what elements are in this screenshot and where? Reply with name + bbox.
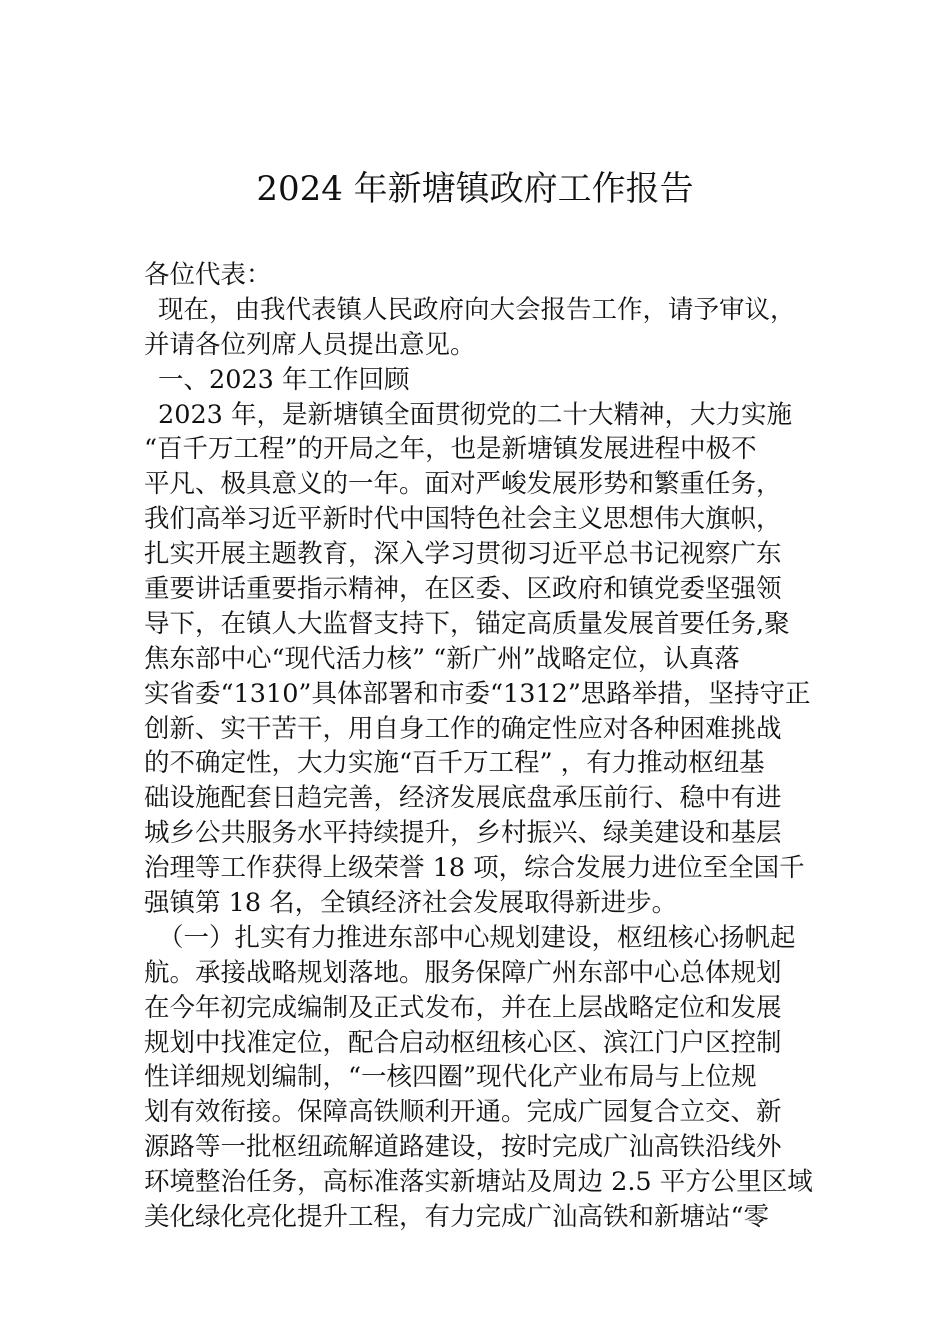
paragraph-line: 源路等一批枢纽疏解道路建设，按时完成广汕高铁沿线外 bbox=[144, 1132, 782, 1163]
paragraph-line: 的不确定性，大力实施“百千万工程” ，有力推动枢纽基 bbox=[144, 748, 765, 779]
paragraph-line: 现在，由我代表镇人民政府向大会报告工作，请予审议， bbox=[158, 294, 796, 325]
paragraph-line: 导下，在镇人大监督支持下，锚定高质量发展首要任务,聚 bbox=[144, 608, 790, 639]
paragraph-line: 城乡公共服务水平持续提升，乡村振兴、绿美建设和基层 bbox=[144, 818, 782, 849]
paragraph-line: 创新、实干苦干，用自身工作的确定性应对各种困难挑战 bbox=[144, 713, 782, 744]
paragraph-line: 实省委“1310”具体部署和市委“1312”思路举措，坚持守正 bbox=[144, 678, 811, 709]
paragraph-line: 扎实开展主题教育，深入学习贯彻习近平总书记视察广东 bbox=[144, 539, 782, 570]
paragraph-line: 强镇第 18 名，全镇经济社会发展取得新进步。 bbox=[144, 888, 678, 919]
paragraph-line: 航。承接战略规划落地。服务保障广州东部中心总体规划 bbox=[144, 957, 782, 988]
paragraph-line: 环境整治任务，高标准落实新塘站及周边 2.5 平方公里区域 bbox=[144, 1167, 813, 1198]
paragraph-line: 2023 年，是新塘镇全面贯彻党的二十大精神，大力实施 bbox=[158, 399, 793, 430]
salutation-line: 各位代表： bbox=[144, 260, 272, 290]
paragraph-line: “百千万工程”的开局之年，也是新塘镇发展进程中极不 bbox=[144, 434, 757, 465]
paragraph-line: 划有效衔接。保障高铁顺利开通。完成广园复合立交、新 bbox=[144, 1097, 782, 1128]
document-body bbox=[144, 258, 813, 1235]
section-heading: 一、2023 年工作回顾 bbox=[158, 364, 410, 395]
paragraph-line: 治理等工作获得上级荣誉 18 项，综合发展力进位至全国千 bbox=[144, 853, 805, 884]
paragraph-line: 我们高举习近平新时代中国特色社会主义思想伟大旗帜， bbox=[144, 504, 782, 535]
paragraph-line: 美化绿化亮化提升工程，有力完成广汕高铁和新塘站“零 bbox=[144, 1202, 770, 1233]
paragraph-line: 在今年初完成编制及正式发布，并在上层战略定位和发展 bbox=[144, 992, 782, 1023]
paragraph-line: 重要讲话重要指示精神，在区委、区政府和镇党委坚强领 bbox=[144, 574, 782, 605]
paragraph-line: 并请各位列席人员提出意见。 bbox=[144, 329, 476, 360]
paragraph-line: 规划中找准定位，配合启动枢纽核心区、滨江门户区控制 bbox=[144, 1027, 782, 1058]
paragraph-line: 平凡、极具意义的一年。面对严峻发展形势和繁重任务， bbox=[144, 469, 782, 500]
paragraph-line: （一）扎实有力推进东部中心规划建设，枢纽核心扬帆起 bbox=[158, 922, 796, 953]
paragraph-line: 础设施配套日趋完善，经济发展底盘承压前行、稳中有进 bbox=[144, 783, 782, 814]
paragraph-line: 焦东部中心“现代活力核” “新广州”战略定位，认真落 bbox=[144, 643, 740, 674]
document-title: 2024 年新塘镇政府工作报告 bbox=[256, 169, 694, 209]
paragraph-line: 性详细规划编制，“一核四圈”现代化产业布局与上位规 bbox=[144, 1062, 757, 1093]
